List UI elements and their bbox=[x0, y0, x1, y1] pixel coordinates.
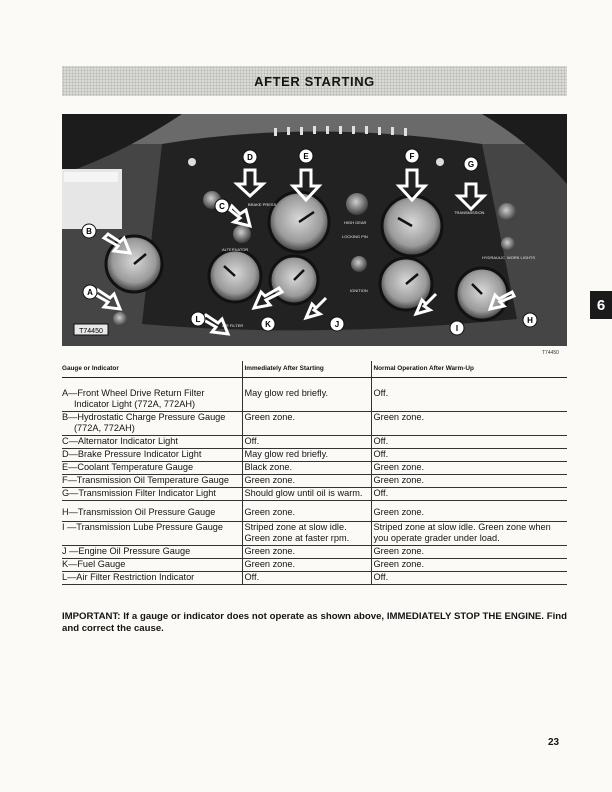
dashboard-photo bbox=[62, 114, 567, 346]
after-start-value: May glow red briefly. bbox=[242, 378, 371, 412]
after-start-value: Green zone. bbox=[242, 501, 371, 522]
callout-l: L bbox=[195, 315, 201, 324]
table-header-row bbox=[62, 361, 567, 378]
after-start-value: Should glow until oil is warm. bbox=[242, 488, 371, 501]
warm-up-value: Off. bbox=[371, 436, 567, 449]
gauge-name: H—Transmission Oil Pressure Gauge bbox=[62, 507, 216, 517]
warm-up-value: Green zone. bbox=[371, 462, 567, 475]
panel-label-high-gear: HIGH GEAR bbox=[344, 220, 367, 225]
after-start-value: Off. bbox=[242, 572, 371, 585]
table-row bbox=[62, 522, 567, 546]
panel-label-alternator: ALTERNATOR bbox=[222, 247, 249, 252]
after-start-value: Black zone. bbox=[242, 462, 371, 475]
section-banner bbox=[62, 66, 567, 96]
callout-b: B bbox=[86, 227, 92, 236]
table-row bbox=[62, 378, 567, 412]
warm-up-value: Off. bbox=[371, 572, 567, 585]
callout-e: E bbox=[303, 152, 309, 161]
callout-k: K bbox=[265, 320, 271, 329]
gauge-name: L—Air Filter Restriction Indicator bbox=[62, 572, 195, 582]
table-row bbox=[62, 546, 567, 559]
gauge-name: F—Transmission Oil Temperature Gauge bbox=[62, 475, 229, 485]
warm-up-value: Green zone. bbox=[371, 412, 567, 436]
gauge-name: C—Alternator Indicator Light bbox=[62, 436, 178, 446]
gauge-name: A—Front Wheel Drive Return Filter Indicator Light (772A, 772AH) bbox=[62, 388, 205, 409]
callout-f: F bbox=[409, 152, 415, 161]
warm-up-value: Green zone. bbox=[371, 501, 567, 522]
header-after-starting: Immediately After Starting bbox=[242, 361, 371, 378]
table-row bbox=[62, 462, 567, 475]
figure-caption: T74450 bbox=[542, 350, 559, 356]
panel-label-transmission: TRANSMISSION bbox=[454, 210, 485, 215]
after-start-value: Off. bbox=[242, 436, 371, 449]
gauge-table bbox=[62, 361, 567, 585]
important-note: IMPORTANT: If a gauge or indicator does not operate as shown above, IMMEDIATELY STOP THE ENGINE. Find and correct the cause. bbox=[62, 611, 567, 634]
after-start-value: Green zone. bbox=[242, 475, 371, 488]
table-row bbox=[62, 501, 567, 522]
after-start-value: May glow red briefly. bbox=[242, 449, 371, 462]
table-row bbox=[62, 436, 567, 449]
after-start-value: Green zone. bbox=[242, 546, 371, 559]
section-title: AFTER STARTING bbox=[254, 73, 375, 89]
page-number: 23 bbox=[548, 737, 560, 748]
gauge-name: E—Coolant Temperature Gauge bbox=[62, 462, 194, 472]
gauge-name: D—Brake Pressure Indicator Light bbox=[62, 449, 202, 459]
warm-up-value: Striped zone at slow idle. Green zone when you operate grader under load. bbox=[371, 522, 567, 546]
callout-h: H bbox=[527, 316, 533, 325]
panel-label-locking-pin: LOCKING PIN bbox=[342, 234, 368, 239]
after-start-value: Green zone. bbox=[242, 559, 371, 572]
table-row bbox=[62, 488, 567, 501]
section-tab: 6 bbox=[590, 291, 612, 319]
header-gauge: Gauge or Indicator bbox=[62, 361, 242, 378]
table-row bbox=[62, 412, 567, 436]
gauge-name: G—Transmission Filter Indicator Light bbox=[62, 488, 216, 498]
callout-j: J bbox=[334, 320, 340, 329]
gauge-name: I —Transmission Lube Pressure Gauge bbox=[62, 522, 224, 532]
callout-g: G bbox=[467, 160, 475, 169]
panel-label-air-filter: AIR FILTER bbox=[222, 323, 244, 328]
panel-label-hydraulic: HYDRAULIC bbox=[482, 255, 506, 260]
warm-up-value: Green zone. bbox=[371, 475, 567, 488]
callout-i: I bbox=[455, 324, 459, 333]
table-row bbox=[62, 475, 567, 488]
panel-label-work-lights: WORK LIGHTS bbox=[507, 255, 536, 260]
table-row bbox=[62, 449, 567, 462]
callout-c: C bbox=[219, 202, 225, 211]
gauge-name: J —Engine Oil Pressure Gauge bbox=[62, 546, 191, 556]
warm-up-value: Off. bbox=[371, 488, 567, 501]
panel-label-brake: BRAKE PRESS bbox=[248, 202, 277, 207]
gauge-name: K—Fuel Gauge bbox=[62, 559, 126, 569]
warm-up-value: Off. bbox=[371, 449, 567, 462]
table-row bbox=[62, 572, 567, 585]
warm-up-value: Green zone. bbox=[371, 546, 567, 559]
gauge-name: B—Hydrostatic Charge Pressure Gauge (772A, 772AH) bbox=[62, 412, 226, 433]
warm-up-value: Off. bbox=[371, 378, 567, 412]
panel-label-ignition: IGNITION bbox=[350, 288, 368, 293]
photo-figure-code: T74450 bbox=[79, 328, 103, 335]
warm-up-value: Green zone. bbox=[371, 559, 567, 572]
callout-a: A bbox=[87, 288, 93, 297]
after-start-value: Green zone. bbox=[242, 412, 371, 436]
dashboard-illustration bbox=[62, 114, 567, 346]
header-warm-up: Normal Operation After Warm-Up bbox=[371, 361, 567, 378]
callout-d: D bbox=[247, 153, 253, 162]
table-row bbox=[62, 559, 567, 572]
after-start-value: Striped zone at slow idle. Green zone at faster rpm. bbox=[242, 522, 371, 546]
